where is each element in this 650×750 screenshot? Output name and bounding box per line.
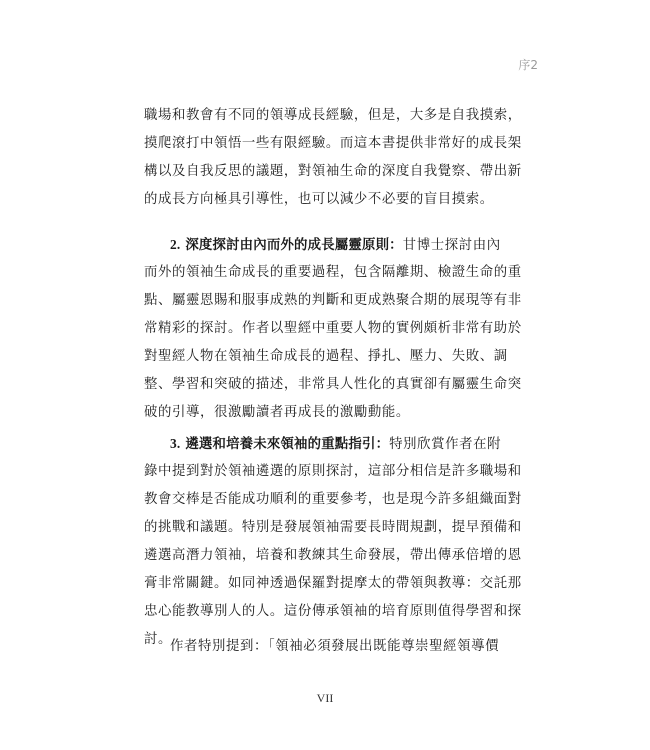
- paragraph-first-line: [144, 430, 504, 458]
- text-line: 破的引導，很激勵讀者再成長的激勵動能。: [144, 405, 410, 420]
- item-heading: 遴選和培養未來領袖的重點指引：: [185, 437, 390, 452]
- text-line: 的成長方向極具引導性，也可以減少不必要的盲目摸索。: [144, 192, 494, 207]
- text-line: 的挑戰和議題。特別是發展領袖需要長時間規劃，提早預備和: [144, 520, 522, 535]
- text-line: 點、屬靈恩賜和服事成熟的判斷和更成熟聚合期的展現等有非: [144, 293, 522, 308]
- text-line: 忠心能教導別人的人。這份傳承領袖的培育原則值得學習和探: [144, 604, 522, 619]
- body-paragraph: [144, 633, 504, 661]
- numbered-paragraph: [144, 430, 522, 654]
- text-line: 對聖經人物在領袖生命成長的過程、掙扎、壓力、失敗、調: [144, 349, 508, 364]
- item-heading: 深度探討由內而外的成長屬靈原則：: [185, 238, 403, 253]
- text-line: 而外的領袖生命成長的重要過程，包含隔離期、檢證生命的重: [144, 265, 522, 280]
- text-line: 作者特別提到：「領袖必須發展出既能尊崇聖經領導價: [170, 639, 500, 654]
- text-line: 錄中提到對於領袖遴選的原則探討，這部分相信是許多職場和: [144, 464, 522, 479]
- body-paragraph: [144, 102, 522, 214]
- text-line: 常精彩的探討。作者以聖經中重要人物的實例頗析非常有助於: [144, 321, 522, 336]
- paragraph-first-line: [144, 231, 504, 259]
- text-line: 整、學習和突破的描述，非常具人性化的真實卻有屬靈生命突: [144, 377, 522, 392]
- text-line: 職場和教會有不同的領導成長經驗，但是，大多是自我摸索，: [144, 108, 522, 123]
- item-number: 2.: [170, 237, 181, 252]
- running-header: 序2: [518, 58, 538, 72]
- text-line: 摸爬滾打中領悟一些有限經驗。而這本書提供非常好的成長架: [144, 136, 522, 151]
- numbered-paragraph: [144, 231, 522, 427]
- text-line: 特別欣賞作者在附: [389, 437, 502, 452]
- page-number: VII: [316, 691, 334, 705]
- item-number: 3.: [170, 436, 181, 451]
- text-line: 構以及自我反思的議題，對領袖生命的深度自我覺察、帶出新: [144, 164, 522, 179]
- text-line: 遴選高潛力領袖，培養和教練其生命發展，帶出傳承倍增的恩: [144, 548, 522, 563]
- text-line: 膏非常關鍵。如同神透過保羅對提摩太的帶領與教導：交託那: [144, 576, 522, 591]
- text-line: 討。: [144, 632, 172, 647]
- text-line: 甘博士探討由內: [402, 238, 501, 253]
- text-line: 教會交棒是否能成功順利的重要參考，也是現今許多組織面對: [144, 492, 522, 507]
